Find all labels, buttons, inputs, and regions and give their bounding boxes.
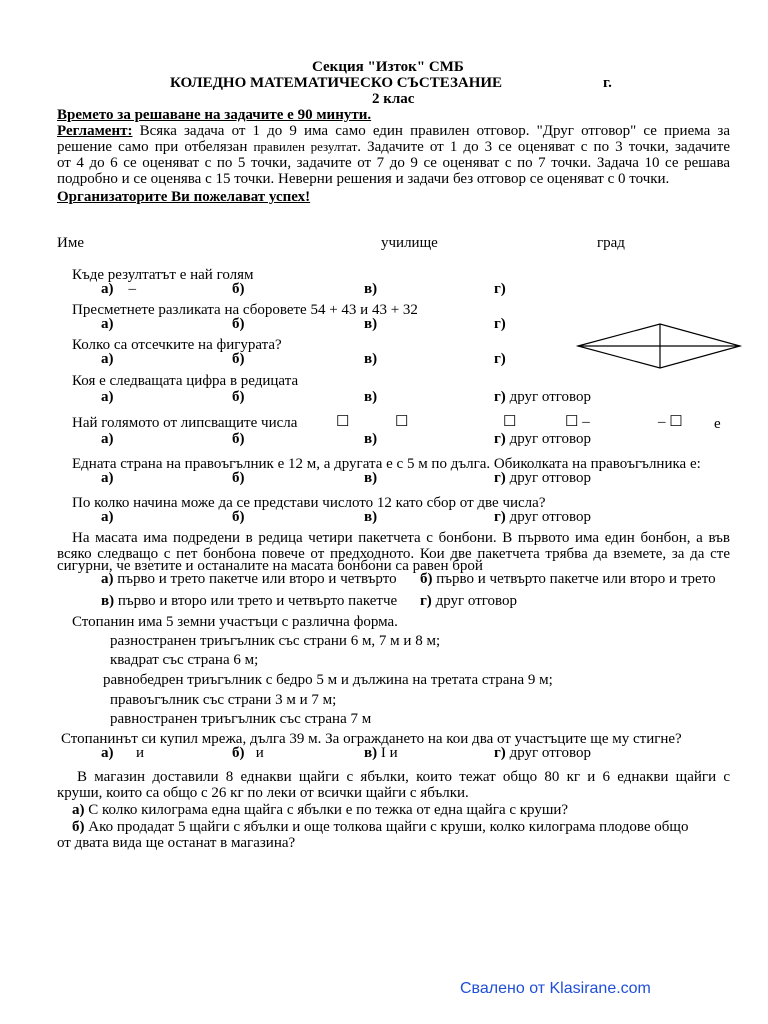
q5-box-1: ☐	[336, 414, 350, 430]
year-suffix: г.	[603, 75, 612, 91]
question-10-part-b: б) Ако продадат 5 щайги с ябълки и още толкова щайги с круши, колко килограма плодове общо	[72, 819, 689, 835]
rules-line-3: от 4 до 6 се оценяват с по 5 точки, задачите от 7 до 9 се оценяват с по 7 точки. Задача 10 се решава	[57, 155, 730, 171]
question-3: Колко са отсечките на фигурата?	[72, 337, 282, 353]
rhombus-figure	[574, 322, 744, 372]
question-8-line-1: На масата има подредени в редица четири пакетчета с бонбони. В първото има един бонбон, а във	[72, 530, 730, 546]
question-8-line-3: сигурни, че взетите и останалите на масата бонбони са равен брой	[57, 558, 483, 574]
q6-option-v: в)	[364, 470, 378, 486]
question-10-part-a: а) С колко килограма една щайга с ябълки е по тежка от една щайга с круши?	[72, 802, 569, 818]
q1-option-v: в)	[364, 281, 378, 297]
q5-option-v: в)	[364, 431, 378, 447]
question-1: Къде резултатът е най голям	[72, 267, 254, 283]
q6-option-b: б)	[232, 470, 245, 486]
q5-box-2: ☐	[395, 414, 409, 430]
time-notice: Времето за решаване на задачите е 90 минути.	[57, 107, 372, 123]
source-watermark: Свалено от Klasirane.com	[460, 980, 651, 997]
q4-option-a: а)	[101, 389, 114, 405]
question-10-part-b-2: от двата вида ще останат в магазина?	[57, 835, 296, 851]
q5-box-3: ☐	[503, 414, 517, 430]
q2-option-a: а)	[101, 316, 114, 332]
q5-option-a: а)	[101, 431, 114, 447]
q7-option-g: г) друг отговор	[494, 509, 592, 525]
question-9: Стопанинът си купил мрежа, дълга 39 м. За ограждането на кои два от участъците ще му стигне?	[61, 731, 682, 747]
question-6: Едната страна на правоъгълник е 12 м, а другата е с 5 м по дълга. Обиколката на правоъгълника е:	[72, 456, 701, 472]
question-4: Коя е следващата цифра в редицата	[72, 373, 299, 389]
q4-option-b: б)	[232, 389, 245, 405]
q8-option-v: в) първо и второ или трето и четвърто пакетче	[101, 593, 398, 609]
q9-option-b: б) и	[232, 745, 264, 761]
q3-option-a: а)	[101, 351, 114, 367]
q9-option-v: в) I и	[364, 745, 398, 761]
q1-option-a: а) –	[101, 281, 136, 297]
q3-option-g: г)	[494, 351, 506, 367]
grade-label: 2 клас	[372, 91, 415, 107]
q9-option-a: а) и	[101, 745, 145, 761]
q4-option-v: в)	[364, 389, 378, 405]
wish-line: Организаторите Ви пожелават успех!	[57, 189, 311, 205]
q2-option-g: г)	[494, 316, 506, 332]
q5-option-b: б)	[232, 431, 245, 447]
q7-option-v: в)	[364, 509, 378, 525]
q7-option-b: б)	[232, 509, 245, 525]
q1-option-b: б)	[232, 281, 245, 297]
q4-option-g: г) друг отговор	[494, 389, 592, 405]
q6-option-a: а)	[101, 470, 114, 486]
rules-line-1: Регламент: Всяка задача от 1 до 9 има само един правилен отговор. "Друг отговор" се приема за	[57, 123, 730, 139]
q5-option-g: г) друг отговор	[494, 431, 592, 447]
q3-option-v: в)	[364, 351, 378, 367]
q9-plot-5: равностранен триъгълник със страна 7 м	[110, 711, 372, 727]
question-10-line-1: В магазин доставили 8 еднакви щайги с ябълки, които тежат общо 80 кг и 6 еднакви щайги с	[77, 769, 730, 785]
question-2: Пресметнете разликата на сборовете 54 + 43 и 43 + 32	[72, 302, 418, 318]
question-10-line-2: круши, които са общо с 26 кг по леки от всички щайги с ябълки.	[57, 785, 469, 801]
section-header: Секция "Изток" СМБ	[312, 59, 464, 75]
q1-option-g: г)	[494, 281, 506, 297]
q9-plot-2: квадрат със страна 6 м;	[110, 652, 259, 668]
question-9-intro: Стопанин има 5 земни участъци с различна форма.	[72, 614, 398, 630]
rules-line-4: подробно и се оценява с 15 точки. Неверни решения и задачи без отговор се оценяват с 0 точки.	[57, 171, 670, 187]
q5-box-4: ☐ –	[565, 414, 590, 430]
q6-option-g: г) друг отговор	[494, 470, 592, 486]
q5-box-5: – ☐	[658, 414, 683, 430]
question-5: Най голямото от липсващите числа	[72, 415, 298, 431]
question-8-line-2: всяко следващо с пет бонбона повече от предходното. Кои две пакетчета трябва да вземете, за да сте	[57, 546, 730, 562]
city-field-label: град	[597, 235, 625, 251]
name-field-label: Име	[57, 235, 84, 251]
q2-option-b: б)	[232, 316, 245, 332]
q3-option-b: б)	[232, 351, 245, 367]
q7-option-a: а)	[101, 509, 114, 525]
rules-line-2: решение само при отбелязан правилен резултат. Задачите от 1 до 3 се оценяват с по 3 точки, задачите	[57, 139, 730, 155]
q8-option-g: г) друг отговор	[420, 593, 518, 609]
rules-label: Регламент:	[57, 123, 133, 139]
q9-plot-4: правоъгълник със страни 3 м и 7 м;	[110, 692, 337, 708]
q9-option-g: г) друг отговор	[494, 745, 592, 761]
q5-e: е	[714, 416, 721, 432]
q8-option-b: б) първо и четвърто пакетче или второ и трето	[420, 571, 716, 587]
q9-plot-3: равнобедрен триъгълник с бедро 5 м и дължина на третата страна 9 м;	[103, 672, 553, 688]
q8-option-a: а) първо и трето пакетче или второ и четвърто	[101, 571, 397, 587]
q9-plot-1: разностранен триъгълник със страни 6 м, 7 м и 8 м;	[110, 633, 441, 649]
question-7: По колко начина може да се представи числото 12 като сбор от две числа?	[72, 495, 546, 511]
school-field-label: училище	[381, 235, 438, 251]
q2-option-v: в)	[364, 316, 378, 332]
competition-title: КОЛЕДНО МАТЕМАТИЧЕСКО СЪСТЕЗАНИЕ	[170, 75, 503, 91]
